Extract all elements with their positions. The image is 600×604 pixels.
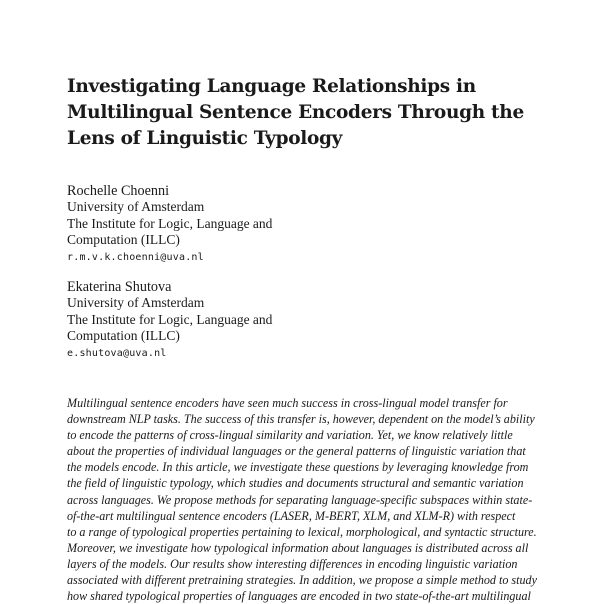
author-block-choenni: [67, 183, 367, 266]
author-affiliation: Computation (ILLC): [67, 232, 180, 248]
title-line: Multilingual Sentence Encoders Through the: [67, 102, 524, 123]
abstract-line: Moreover, we investigate how typological information about languages is distributed across all: [67, 540, 529, 555]
author-affiliation: The Institute for Logic, Language and: [67, 215, 273, 231]
author-name: Rochelle Choenni: [67, 183, 170, 199]
author-block-shutova: [67, 279, 367, 362]
abstract-line: to a range of typological properties pertaining to lexical, morphological, and syntactic structure.: [67, 524, 537, 539]
author-affiliation: University of Amsterdam: [67, 295, 205, 311]
abstract-line: the field of linguistic typology, which studies and documents structural and semantic variation: [67, 476, 524, 491]
title-line: Investigating Language Relationships in: [67, 76, 476, 97]
author-name: Ekaterina Shutova: [67, 279, 172, 295]
abstract-line: the models encode. In this article, we investigate these questions by leveraging knowledge from: [67, 460, 529, 475]
abstract-line: across languages. We propose methods for separating language-specific subspaces within state-: [67, 492, 533, 507]
author-affiliation: University of Amsterdam: [67, 199, 205, 215]
abstract-line: how shared typological properties of languages are encoded in two state-of-the-art multilingual: [67, 589, 531, 604]
title-line: Lens of Linguistic Typology: [67, 128, 343, 149]
abstract-line: Multilingual sentence encoders have seen much success in cross-lingual model transfer for: [67, 396, 508, 410]
abstract-line: layers of the models. Our results show interesting differences in encoding linguistic variation: [67, 556, 518, 571]
author-affiliation: The Institute for Logic, Language and: [67, 311, 273, 327]
author-email: e.shutova@uva.nl: [67, 347, 167, 359]
abstract-line: about the properties of individual languages or the general patterns of linguistic variation that: [67, 444, 526, 459]
abstract: [67, 395, 547, 604]
author-email: r.m.v.k.choenni@uva.nl: [67, 251, 204, 263]
paper-title: [67, 74, 537, 152]
abstract-line: to encode the patterns of cross-lingual similarity and variation. Yet, we know relatively little: [67, 428, 513, 443]
abstract-line: associated with different pretraining strategies. In addition, we propose a simple method to study: [67, 573, 537, 588]
author-affiliation: Computation (ILLC): [67, 328, 180, 344]
abstract-line: downstream NLP tasks. The success of this transfer is, however, dependent on the model’s ability: [67, 412, 535, 427]
abstract-line: of-the-art multilingual sentence encoders (LASER, M-BERT, XLM, and XLM-R) with respect: [67, 508, 516, 523]
